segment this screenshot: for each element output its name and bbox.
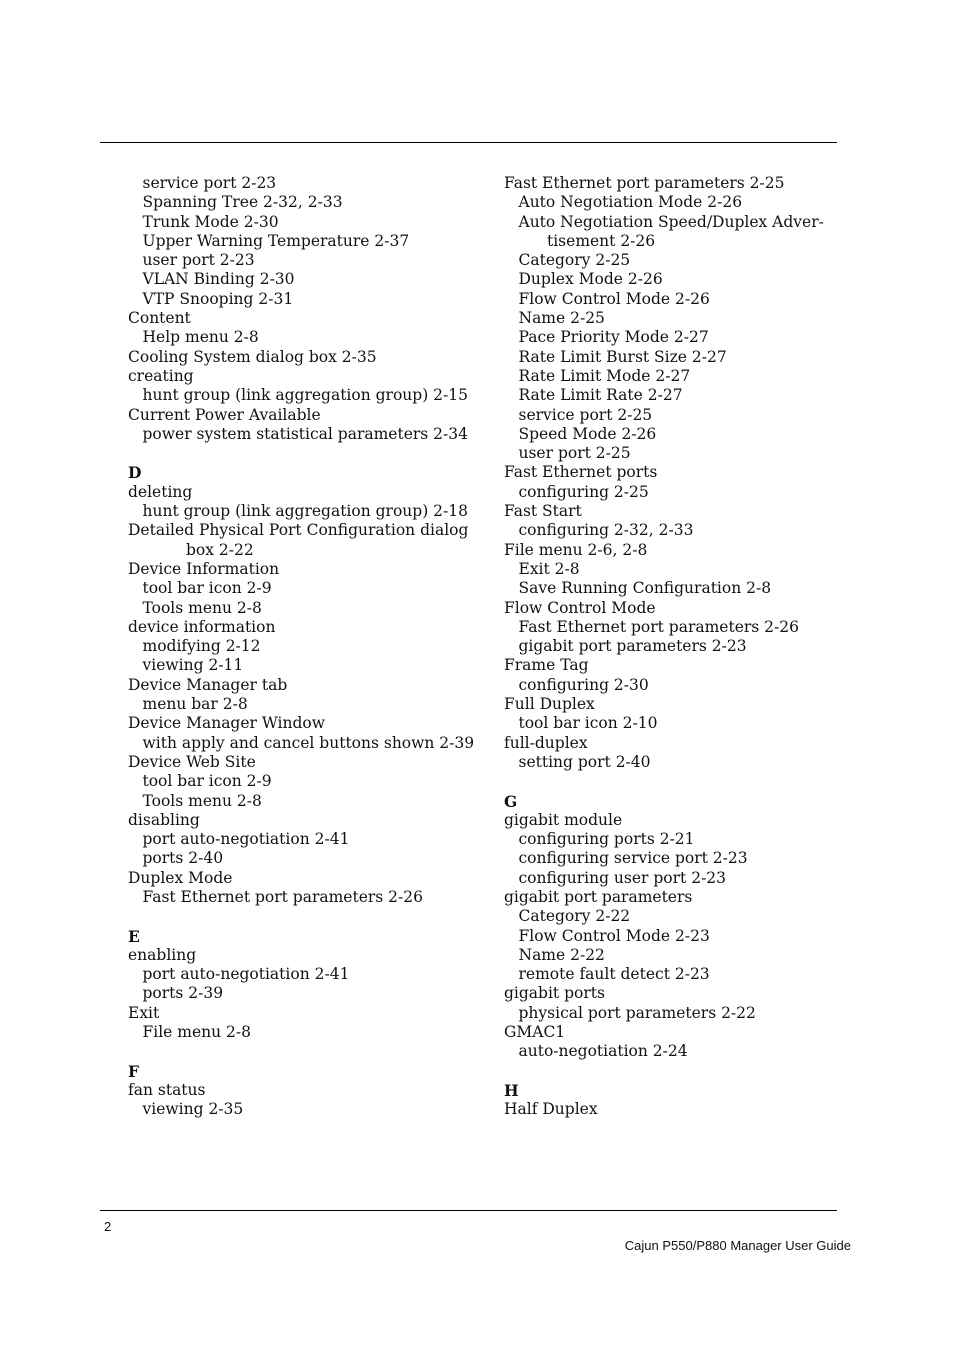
index-entry-continuation: box 2-22 xyxy=(186,540,254,559)
index-entry: Flow Control Mode xyxy=(504,598,656,617)
index-subentry: configuring ports 2-21 xyxy=(518,830,695,849)
index-section-heading: F xyxy=(128,1061,140,1081)
index-subentry: port auto-negotiation 2-41 xyxy=(142,830,350,849)
index-entry: Content xyxy=(128,309,191,328)
index-entry: Device Manager tab xyxy=(128,675,288,694)
footer-rule xyxy=(100,1210,837,1211)
index-subentry: configuring 2-30 xyxy=(518,675,649,694)
index-subentry: Flow Control Mode 2-26 xyxy=(518,289,710,308)
index-subentry: Pace Priority Mode 2-27 xyxy=(518,328,709,347)
index-entry: creating xyxy=(128,366,194,385)
index-subentry: Flow Control Mode 2-23 xyxy=(518,926,710,945)
index-subentry: Category 2-25 xyxy=(518,251,631,270)
index-subentry: tool bar icon 2-10 xyxy=(518,714,658,733)
index-section-heading: E xyxy=(128,926,140,946)
index-subentry: VTP Snooping 2-31 xyxy=(142,289,294,308)
index-subentry: viewing 2-11 xyxy=(142,656,244,675)
index-subentry: tool bar icon 2-9 xyxy=(142,579,272,598)
index-entry: GMAC1 xyxy=(504,1023,566,1042)
index-entry: Half Duplex xyxy=(504,1100,598,1119)
index-subentry: power system statistical parameters 2-34 xyxy=(142,424,468,443)
index-subentry: Name 2-22 xyxy=(518,945,605,964)
index-entry: device information xyxy=(128,617,276,636)
index-entry: enabling xyxy=(128,945,197,964)
index-subentry: configuring 2-32, 2-33 xyxy=(518,521,694,540)
section-spacer xyxy=(504,1062,844,1081)
index-entry: gigabit port parameters xyxy=(504,887,693,906)
index-entry: fan status xyxy=(128,1080,206,1099)
index-entry: Duplex Mode xyxy=(128,868,233,887)
section-spacer xyxy=(504,772,844,791)
index-subentry: Rate Limit Rate 2-27 xyxy=(518,386,683,405)
index-subentry: Exit 2-8 xyxy=(518,559,580,578)
index-subentry: Help menu 2-8 xyxy=(142,328,259,347)
index-subentry: Speed Mode 2-26 xyxy=(518,424,657,443)
index-subentry: with apply and cancel buttons shown 2-39 xyxy=(142,733,475,752)
index-subentry: Tools menu 2-8 xyxy=(142,598,262,617)
index-subentry: Save Running Configuration 2-8 xyxy=(518,579,772,598)
index-subentry: ports 2-39 xyxy=(142,984,224,1003)
index-subentry: gigabit port parameters 2-23 xyxy=(518,637,747,656)
index-section-heading: D xyxy=(128,463,142,483)
index-entry: gigabit ports xyxy=(504,984,605,1003)
section-spacer xyxy=(128,1042,488,1061)
index-entry: Full Duplex xyxy=(504,695,595,714)
index-subentry: Rate Limit Mode 2-27 xyxy=(518,366,691,385)
index-entry: Fast Start xyxy=(504,502,582,521)
index-subentry: File menu 2-8 xyxy=(142,1023,251,1042)
index-entry: File menu 2-6, 2-8 xyxy=(504,540,648,559)
index-subentry: Upper Warning Temperature 2-37 xyxy=(142,231,410,250)
index-entry: gigabit module xyxy=(504,810,623,829)
header-rule xyxy=(100,142,837,143)
index-entry: Exit xyxy=(128,1003,160,1022)
index-entry: Device Web Site xyxy=(128,752,256,771)
index-subentry: Rate Limit Burst Size 2-27 xyxy=(518,347,727,366)
index-column-right xyxy=(504,174,844,1120)
index-subentry: port auto-negotiation 2-41 xyxy=(142,965,350,984)
index-subentry: hunt group (link aggregation group) 2-18 xyxy=(142,502,468,521)
index-subentry: Auto Negotiation Mode 2-26 xyxy=(518,193,743,212)
index-column-left xyxy=(128,174,488,1120)
index-subentry: Trunk Mode 2-30 xyxy=(142,212,279,231)
index-subentry: hunt group (link aggregation group) 2-15 xyxy=(142,386,468,405)
index-subentry: user port 2-23 xyxy=(142,251,255,270)
index-subentry: configuring 2-25 xyxy=(518,482,649,501)
index-subentry: configuring user port 2-23 xyxy=(518,868,727,887)
index-subentry: Fast Ethernet port parameters 2-26 xyxy=(142,887,423,906)
section-spacer xyxy=(128,444,488,463)
footer-title: Cajun P550/P880 Manager User Guide xyxy=(624,1238,851,1253)
index-subentry: service port 2-25 xyxy=(518,405,653,424)
index-subentry: ports 2-40 xyxy=(142,849,224,868)
index-subentry: menu bar 2-8 xyxy=(142,695,248,714)
index-entry: disabling xyxy=(128,810,200,829)
index-subentry: Duplex Mode 2-26 xyxy=(518,270,663,289)
index-subentry: Name 2-25 xyxy=(518,309,605,328)
index-entry: Fast Ethernet port parameters 2-25 xyxy=(504,174,785,192)
index-entry: Detailed Physical Port Configuration dialog xyxy=(128,521,469,540)
index-subentry: user port 2-25 xyxy=(518,444,631,463)
index-subentry: modifying 2-12 xyxy=(142,637,261,656)
index-subentry: service port 2-23 xyxy=(142,174,277,192)
index-section-heading: H xyxy=(504,1080,519,1100)
index-section-heading: G xyxy=(504,791,518,811)
index-entry: Cooling System dialog box 2-35 xyxy=(128,347,377,366)
index-subentry: Fast Ethernet port parameters 2-26 xyxy=(518,617,799,636)
index-subentry: Auto Negotiation Speed/Duplex Adver- xyxy=(518,212,824,231)
index-subentry: Spanning Tree 2-32, 2-33 xyxy=(142,193,343,212)
index-subentry: auto-negotiation 2-24 xyxy=(518,1042,688,1061)
index-subentry-continuation: tisement 2-26 xyxy=(547,231,656,250)
index-entry: Current Power Available xyxy=(128,405,321,424)
index-subentry: VLAN Binding 2-30 xyxy=(142,270,295,289)
index-subentry: setting port 2-40 xyxy=(518,752,651,771)
index-entry: Fast Ethernet ports xyxy=(504,463,658,482)
index-subentry: Category 2-22 xyxy=(518,907,631,926)
index-subentry: viewing 2-35 xyxy=(142,1100,244,1119)
index-entry: Frame Tag xyxy=(504,656,589,675)
section-spacer xyxy=(128,907,488,926)
index-subentry: physical port parameters 2-22 xyxy=(518,1003,756,1022)
index-subentry: Tools menu 2-8 xyxy=(142,791,262,810)
index-entry: deleting xyxy=(128,482,193,501)
page-number: 2 xyxy=(104,1219,112,1234)
index-subentry: configuring service port 2-23 xyxy=(518,849,748,868)
index-entry: full-duplex xyxy=(504,733,588,752)
index-entry: Device Information xyxy=(128,559,280,578)
index-subentry: remote fault detect 2-23 xyxy=(518,965,710,984)
index-entry: Device Manager Window xyxy=(128,714,325,733)
index-subentry: tool bar icon 2-9 xyxy=(142,772,272,791)
